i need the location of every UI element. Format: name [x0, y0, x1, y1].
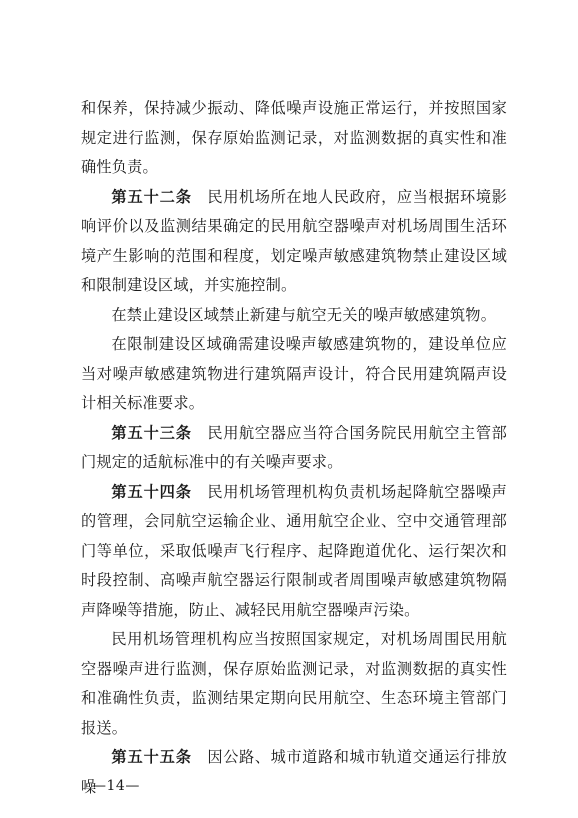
paragraph-text: 民用机场所在地人民政府，应当根据环境影响评价以及监测结果确定的民用航空器噪声对机场周围生活环境产生影响的范围和程度，划定噪声敏感建筑物禁止建设区域和限制建设区域，并实施控制。	[81, 187, 508, 294]
paragraph-text: 在禁止建设区域禁止新建与航空无关的噪声敏感建筑物。	[111, 305, 497, 324]
paragraph-1	[81, 94, 507, 183]
article-number: 第五十五条	[111, 748, 192, 766]
article-55	[81, 743, 507, 802]
article-number: 第五十四条	[111, 482, 192, 501]
article-52	[81, 183, 507, 301]
paragraph-4	[81, 330, 507, 419]
paragraph-text: 因公路、城市道路和城市轨道交通运行排放噪	[81, 748, 508, 796]
paragraph-text: 民用机场管理机构负责机场起降航空器噪声的管理，会同航空运输企业、通用航空企业、空中交通管理部门等单位，采取低噪声飞行程序、起降跑道优化、运行架次和时段控制、高噪声航空器运行限制或者周围噪声敏感建筑物隔声降噪等措施，防止、减轻民用航空器噪声污染。	[81, 482, 508, 619]
paragraph-text: 民用机场管理机构应当按照国家规定，对机场周围民用航空器噪声进行监测，保存原始监测记录，对监测数据的真实性和准确性负责，监测结果定期向民用航空、生态环境主管部门报送。	[81, 630, 507, 737]
article-number: 第五十三条	[111, 423, 192, 442]
article-54	[81, 478, 507, 626]
paragraph-3	[81, 301, 507, 331]
paragraph-7	[81, 625, 507, 743]
article-53	[81, 419, 507, 478]
page-number: —14—	[92, 778, 140, 794]
paragraph-text: 在限制建设区域确需建设噪声敏感建筑物的，建设单位应当对噪声敏感建筑物进行建筑隔声设计，符合民用建筑隔声设计相关标准要求。	[81, 335, 507, 412]
paragraph-text: 民用航空器应当符合国务院民用航空主管部门规定的适航标准中的有关噪声要求。	[81, 423, 508, 471]
article-number: 第五十二条	[111, 187, 192, 206]
document-body	[81, 94, 507, 802]
paragraph-text: 和保养，保持减少振动、降低噪声设施正常运行，并按照国家规定进行监测，保存原始监测记录，对监测数据的真实性和准确性负责。	[81, 99, 507, 176]
